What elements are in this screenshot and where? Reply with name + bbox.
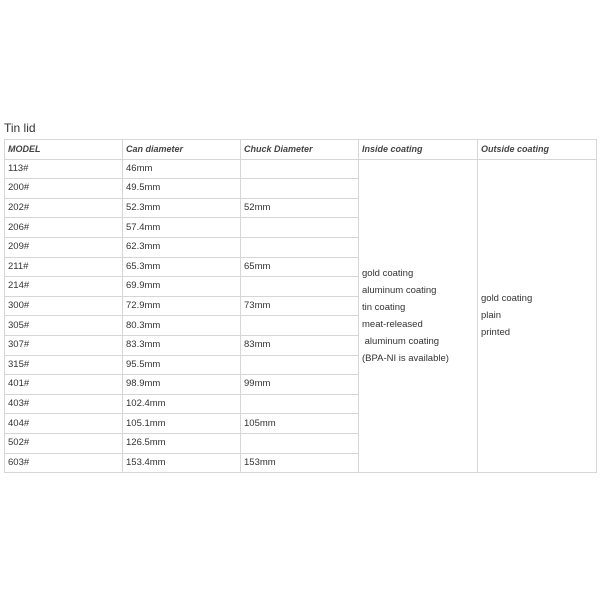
chuck-diameter-cell	[241, 218, 359, 238]
chuck-diameter-cell: 52mm	[241, 198, 359, 218]
model-cell: 403#	[5, 394, 123, 414]
chuck-diameter-cell: 65mm	[241, 257, 359, 277]
model-cell: 300#	[5, 296, 123, 316]
can-diameter-cell: 69.9mm	[123, 277, 241, 297]
model-cell: 315#	[5, 355, 123, 375]
can-diameter-cell: 46mm	[123, 159, 241, 179]
table-row	[5, 159, 597, 179]
can-diameter-cell: 57.4mm	[123, 218, 241, 238]
header-model: MODEL	[5, 140, 123, 160]
can-diameter-cell: 102.4mm	[123, 394, 241, 414]
model-cell: 502#	[5, 433, 123, 453]
can-diameter-cell: 49.5mm	[123, 179, 241, 199]
header-inside-coating: Inside coating	[359, 140, 478, 160]
chuck-diameter-cell	[241, 277, 359, 297]
can-diameter-cell: 83.3mm	[123, 335, 241, 355]
can-diameter-cell: 65.3mm	[123, 257, 241, 277]
outside-coating-cell	[478, 159, 597, 473]
can-diameter-cell: 72.9mm	[123, 296, 241, 316]
can-diameter-cell: 62.3mm	[123, 237, 241, 257]
header-outside-coating: Outside coating	[478, 140, 597, 160]
model-cell: 206#	[5, 218, 123, 238]
inside-coating-cell	[359, 159, 478, 473]
can-diameter-cell: 80.3mm	[123, 316, 241, 336]
can-diameter-cell: 126.5mm	[123, 433, 241, 453]
model-cell: 209#	[5, 237, 123, 257]
model-cell: 603#	[5, 453, 123, 473]
model-cell: 200#	[5, 179, 123, 199]
outside-coating-line: gold coating	[481, 293, 533, 305]
inside-coating-line: aluminum coating	[362, 335, 440, 347]
chuck-diameter-cell: 73mm	[241, 296, 359, 316]
header-chuck-diameter: Chuck Diameter	[241, 140, 359, 160]
outside-coating-line: plain	[481, 310, 502, 322]
chuck-diameter-cell	[241, 433, 359, 453]
chuck-diameter-cell	[241, 237, 359, 257]
chuck-diameter-cell	[241, 355, 359, 375]
can-diameter-cell: 153.4mm	[123, 453, 241, 473]
model-cell: 214#	[5, 277, 123, 297]
chuck-diameter-cell: 83mm	[241, 335, 359, 355]
inside-coating-line: aluminum coating	[362, 284, 437, 296]
can-diameter-cell: 52.3mm	[123, 198, 241, 218]
inside-coating-line: gold coating	[362, 267, 414, 279]
outside-coating-line: printed	[481, 327, 511, 339]
can-diameter-cell: 105.1mm	[123, 414, 241, 434]
model-cell: 404#	[5, 414, 123, 434]
model-cell: 305#	[5, 316, 123, 336]
header-can-diameter: Can diameter	[123, 140, 241, 160]
chuck-diameter-cell: 153mm	[241, 453, 359, 473]
inside-coating-line: (BPA-NI is available)	[362, 352, 449, 364]
chuck-diameter-cell	[241, 394, 359, 414]
chuck-diameter-cell	[241, 316, 359, 336]
model-cell: 113#	[5, 159, 123, 179]
chuck-diameter-cell: 105mm	[241, 414, 359, 434]
spec-table	[4, 139, 597, 473]
model-cell: 401#	[5, 375, 123, 395]
model-cell: 307#	[5, 335, 123, 355]
model-cell: 202#	[5, 198, 123, 218]
chuck-diameter-cell	[241, 159, 359, 179]
chuck-diameter-cell	[241, 179, 359, 199]
inside-coating-line: tin coating	[362, 301, 406, 313]
inside-coating-line: meat-released	[362, 318, 423, 330]
chuck-diameter-cell: 99mm	[241, 375, 359, 395]
table-caption: Tin lid	[4, 121, 36, 135]
can-diameter-cell: 95.5mm	[123, 355, 241, 375]
header-row	[5, 140, 597, 160]
can-diameter-cell: 98.9mm	[123, 375, 241, 395]
model-cell: 211#	[5, 257, 123, 277]
